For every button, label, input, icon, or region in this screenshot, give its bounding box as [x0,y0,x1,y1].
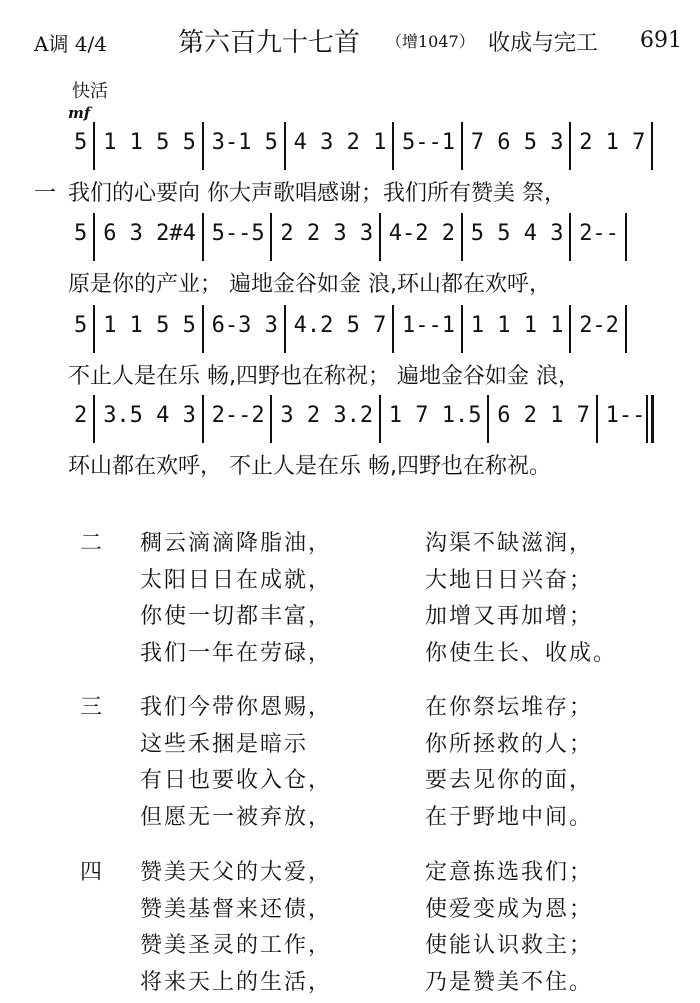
lyric-line: 原是你的产业； 遍地金谷如金 浪,环山都在欢呼， [68,272,551,297]
note-group: 4-2 2 [388,221,456,246]
verse-line-second-half: 定意拣选我们； [425,860,594,885]
barline [392,122,394,170]
note-group: 1 1 1 1 [470,313,564,338]
verse-line-second-half: 使能认识救主； [425,933,594,958]
note-group: 3-1 5 [211,130,278,155]
verse-line-second-half: 加增又再加增； [425,604,594,629]
note-group: 1-- [605,403,646,428]
lyric-line: 我们的心要向 你大声歌唱感谢；我们所有赞美 祭， [68,181,566,206]
note-group: 4 3 2 1 [293,130,387,155]
verse-line-first-half: 我们一年在劳碌， [140,640,333,666]
final-barline [651,395,654,443]
note-group: 1 7 1.5 [388,403,482,428]
verse-line-second-half: 你所拯救的人； [425,731,594,757]
page-number: 691 [640,28,682,53]
barline [379,213,381,261]
section-title: 收成与完工 [488,31,599,56]
verse-line-first-half: 我们今带你恩赐， [140,695,333,720]
barline [202,305,204,353]
barline [461,122,463,170]
barline [596,395,598,443]
page-header [0,14,700,58]
barline [379,395,381,443]
barline [270,213,272,261]
verse-line-first-half: 太阳日日在成就， [140,567,333,593]
verse-line-first-half: 这些禾捆是暗示 [140,731,309,757]
barline [487,395,489,443]
note-group: 3 2 3.2 [280,403,374,428]
note-group: 2-- [579,221,619,246]
note-group: 5 5 4 3 [470,221,564,246]
verse-line-first-half: 稠云滴滴降脂油， [140,531,333,556]
note-group: 6 2 1 7 [497,403,590,428]
note-group: 5 [74,313,88,338]
note-group: 2--2 [211,403,265,428]
verse-line-second-half: 沟渠不缺滋润， [425,531,594,556]
verse-line-first-half: 有日也要收入仓， [140,768,333,793]
verse-line-first-half: 赞美基督来还债， [140,896,333,922]
barline [93,305,95,353]
notation-line [68,122,700,168]
verse-line-second-half: 你使生长、收成。 [425,640,618,666]
note-group: 5--5 [211,221,265,246]
notation-line [68,395,700,441]
verse-line-second-half: 大地日日兴奋； [425,567,594,593]
note-group: 6-3 3 [211,313,278,338]
verse-line-second-half: 乃是赞美不住。 [425,969,594,995]
notation-line [68,213,700,259]
note-group: 7 6 5 3 [470,130,564,155]
note-group: 2 1 7 [579,130,646,155]
verse-number: 一 [34,181,57,206]
tempo-marking: 快活 [72,81,108,102]
supplement-number: （增1047） [386,32,475,51]
note-group: 5--1 [402,130,455,155]
hymn-title: 第六百九十七首 [178,28,361,58]
barline [392,305,394,353]
note-group: 1 1 5 5 [103,130,196,155]
key-signature: A调 4/4 [34,32,107,56]
lyric-line: 环山都在欢呼， 不止人是在乐 畅,四野也在称祝。 [68,454,551,479]
note-group: 1--1 [402,313,455,338]
barline [93,395,95,443]
note-group: 3.5 4 3 [103,403,196,428]
barline [284,305,286,353]
dynamic-marking: mf [68,104,91,122]
barline [202,122,204,170]
verse-line-second-half: 在于野地中间。 [425,804,594,830]
barline [625,305,627,353]
barline [461,213,463,261]
barline [93,213,95,261]
verse-line-first-half: 但愿无一被弃放， [140,804,333,830]
barline [569,213,571,261]
barline [569,305,571,353]
verse-line-first-half: 将来天上的生活， [140,969,333,995]
note-group: 2 2 3 3 [280,221,374,246]
verse-line-first-half: 赞美天父的大爱， [140,860,333,885]
barline [625,213,627,261]
barline [461,305,463,353]
barline [93,122,95,170]
note-group: 4.2 5 7 [293,313,387,338]
verse-line-second-half: 在你祭坛堆存； [425,695,594,720]
note-group: 5 [74,130,88,155]
verse-number: 二 [80,531,103,556]
note-group: 6 3 2#4 [103,221,196,246]
verse-number: 三 [80,695,103,720]
note-group: 5 [74,221,88,246]
barline [270,395,272,443]
barline [202,213,204,261]
verse-line-first-half: 赞美圣灵的工作， [140,933,333,958]
barline [569,122,571,170]
barline [651,122,653,170]
verse-line-second-half: 要去见你的面， [425,768,594,793]
lyric-line: 不止人是在乐 畅,四野也在称祝； 遍地金谷如金 浪， [68,364,580,389]
note-group: 1 1 5 5 [103,313,196,338]
notation-line [68,305,700,351]
verse-line-second-half: 使爱变成为恩； [425,896,594,922]
note-group: 2-2 [579,313,619,338]
verse-number: 四 [80,860,103,885]
barline [202,395,204,443]
note-group: 2 [74,403,88,428]
verse-line-first-half: 你使一切都丰富， [140,604,333,629]
barline [284,122,286,170]
barline [646,395,648,443]
